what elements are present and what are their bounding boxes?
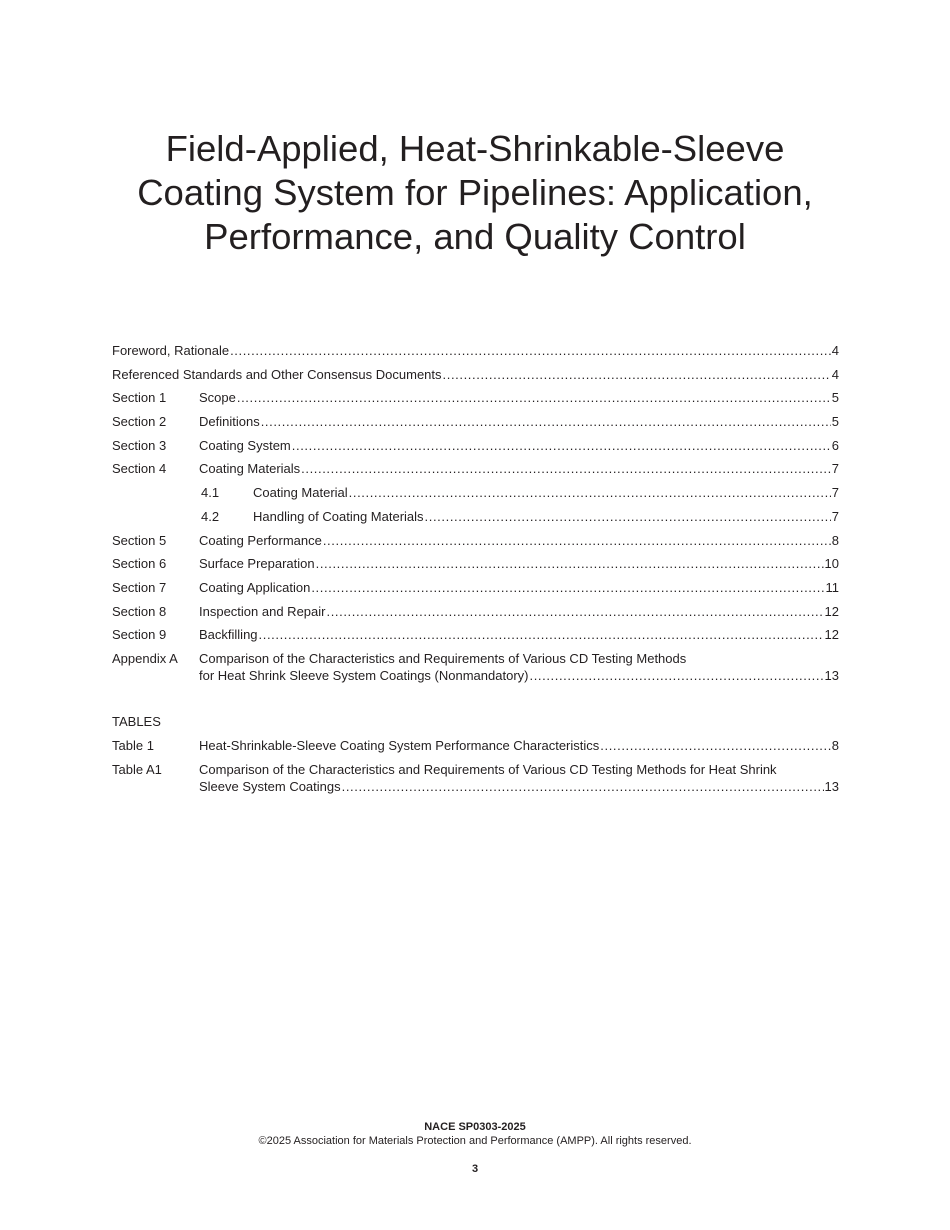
dot-leader — [259, 626, 824, 643]
toc-entry-section-9[interactable] — [112, 624, 839, 648]
toc-entry-text: Heat-Shrinkable-Sleeve Coating System Performance Characteristics — [199, 738, 600, 753]
toc-entry-text: Referenced Standards and Other Consensus Documents — [112, 366, 442, 382]
toc-entry-section-7[interactable] — [112, 577, 839, 601]
toc-entry-text: Coating Materials — [199, 461, 301, 477]
dot-leader — [301, 460, 831, 477]
title-line-2: Coating System for Pipelines: Application, — [137, 172, 813, 213]
toc-entry-section-6[interactable] — [112, 553, 839, 577]
toc-entry-subsection-4-2[interactable] — [112, 506, 839, 530]
toc-entry-section-8[interactable] — [112, 601, 839, 625]
toc-entry-text-line-2: for Heat Shrink Sleeve System Coatings (Nonmandatory) — [199, 667, 529, 683]
toc-section-label: Section 7 — [112, 579, 167, 595]
toc-subsection-number: 4.1 — [201, 485, 220, 501]
toc-entry-referenced-standards[interactable] — [112, 364, 839, 388]
toc-entry-table-a1[interactable] — [112, 759, 839, 824]
dot-leader — [316, 555, 824, 572]
toc-section-label: Section 8 — [112, 603, 167, 619]
toc-entry-text: Coating System — [199, 437, 291, 453]
toc-section-label: Section 2 — [112, 414, 167, 430]
toc-entry-text: Coating Material — [253, 485, 348, 501]
dot-leader — [443, 366, 831, 383]
dot-leader — [323, 532, 831, 549]
dot-leader — [425, 508, 831, 525]
toc-entry-text-line-1: Comparison of the Characteristics and Requirements of Various CD Testing Methods — [199, 650, 687, 666]
toc-entry-text: Handling of Coating Materials — [253, 508, 424, 524]
toc-entry-text-line-1: Comparison of the Characteristics and Requirements of Various CD Testing Methods for Heat Shrink — [199, 761, 777, 777]
toc-page-number: 11 — [825, 579, 839, 595]
toc-table-label: Table A1 — [112, 761, 162, 777]
toc-entry-subsection-4-1[interactable] — [112, 482, 839, 506]
title-line-1: Field-Applied, Heat-Shrinkable-Sleeve — [165, 128, 785, 169]
toc-entry-text: Scope — [199, 390, 236, 406]
dot-leader — [600, 737, 830, 754]
toc-section-label: Appendix A — [112, 650, 178, 666]
toc-page-number: 12 — [824, 627, 839, 643]
dot-leader — [230, 342, 831, 359]
toc-page-number: 5 — [831, 414, 839, 430]
toc-page-number: 10 — [824, 556, 839, 572]
dot-leader — [349, 484, 831, 501]
table-of-contents — [112, 340, 839, 713]
toc-page-number: 8 — [831, 738, 839, 753]
toc-entry-text: Foreword, Rationale — [112, 343, 230, 358]
toc-page-number: 13 — [824, 667, 839, 683]
footer-standard-id: NACE SP0303-2025 — [424, 1121, 526, 1133]
footer-copyright: ©2025 Association for Materials Protection and Performance (AMPP). All rights reserved. — [258, 1135, 692, 1147]
document-title — [0, 127, 950, 259]
toc-entry-appendix-a[interactable] — [112, 648, 839, 713]
toc-entry-text: Inspection and Repair — [199, 603, 326, 619]
list-of-tables — [112, 735, 839, 824]
toc-entry-text: Backfilling — [199, 627, 258, 643]
toc-page-number: 5 — [831, 390, 839, 406]
toc-table-label: Table 1 — [112, 738, 154, 753]
toc-entry-section-4[interactable] — [112, 458, 839, 482]
toc-section-label: Section 6 — [112, 556, 167, 572]
dot-leader — [292, 437, 831, 454]
dot-leader — [311, 579, 824, 596]
toc-entry-section-3[interactable] — [112, 435, 839, 459]
toc-subsection-number: 4.2 — [201, 508, 220, 524]
toc-entry-text: Definitions — [199, 414, 260, 430]
dot-leader — [326, 603, 823, 620]
toc-section-label: Section 4 — [112, 461, 167, 477]
dot-leader — [237, 389, 831, 406]
toc-entry-text: Surface Preparation — [199, 556, 315, 572]
toc-section-label: Section 9 — [112, 627, 167, 643]
toc-entry-foreword[interactable] — [112, 340, 839, 364]
toc-section-label: Section 3 — [112, 437, 167, 453]
dot-leader — [529, 667, 823, 684]
toc-entry-section-1[interactable] — [112, 387, 839, 411]
title-line-3: Performance, and Quality Control — [204, 216, 746, 257]
toc-page-number: 6 — [831, 437, 839, 453]
toc-entry-text-line-2: Sleeve System Coatings — [199, 778, 341, 794]
toc-section-label: Section 1 — [112, 390, 167, 406]
toc-entry-section-5[interactable] — [112, 530, 839, 554]
dot-leader — [342, 778, 824, 795]
toc-page-number: 4 — [831, 343, 839, 358]
toc-page-number: 7 — [831, 461, 839, 477]
toc-page-number: 13 — [824, 778, 839, 794]
tables-heading: TABLES — [112, 714, 161, 729]
toc-page-number: 12 — [824, 603, 839, 619]
toc-entry-table-1[interactable] — [112, 735, 839, 759]
toc-page-number: 7 — [831, 485, 839, 501]
page-number: 3 — [471, 1163, 479, 1175]
toc-entry-section-2[interactable] — [112, 411, 839, 435]
toc-entry-text: Coating Performance — [199, 532, 322, 548]
dot-leader — [261, 413, 831, 430]
toc-page-number: 7 — [831, 508, 839, 524]
toc-entry-text: Coating Application — [199, 579, 311, 595]
toc-section-label: Section 5 — [112, 532, 167, 548]
toc-page-number: 4 — [831, 366, 839, 382]
toc-page-number: 8 — [831, 532, 839, 548]
